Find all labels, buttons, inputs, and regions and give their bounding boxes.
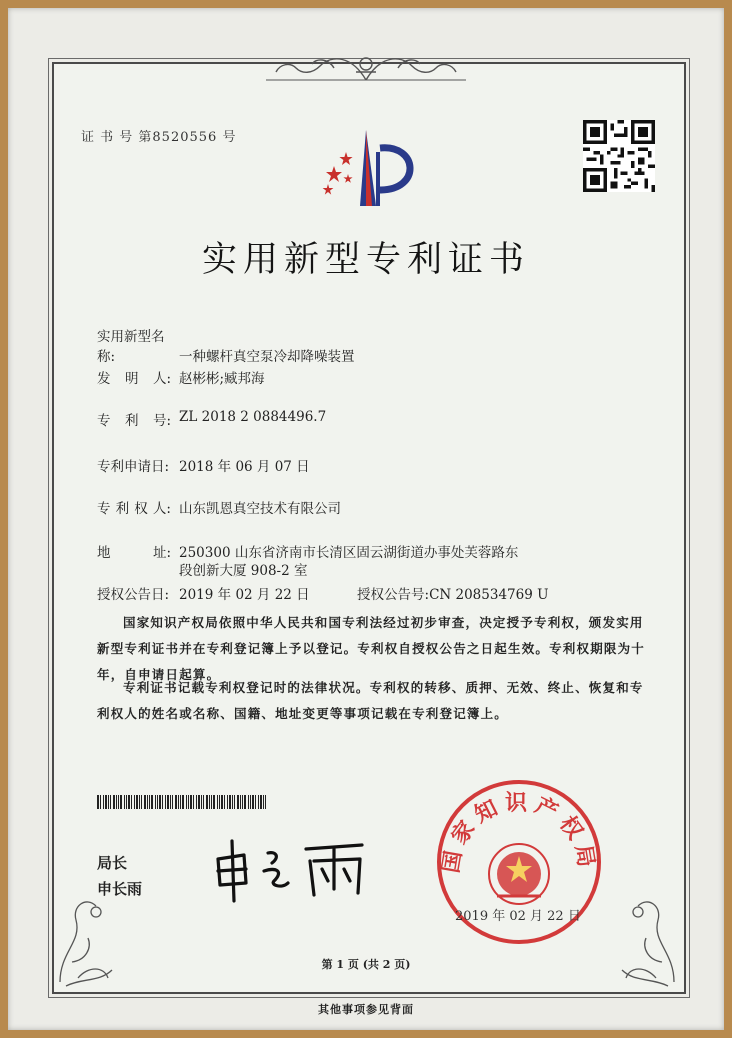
patentee-row: [97, 497, 341, 517]
address-value-line2: 段创新大厦 908-2 室: [179, 563, 308, 579]
filing-date-label: 专利申请日:: [97, 459, 170, 475]
patentee-label: [97, 497, 171, 517]
utility-model-name-value: 一种螺杆真空泵冷却降噪装置: [179, 349, 355, 365]
patent-number-label: [97, 409, 171, 429]
patentee-label-char: 人:: [152, 501, 171, 517]
certificate-number-suffix: 号: [222, 130, 237, 145]
grant-date-value: 2019 年 02 月 22 日: [179, 587, 310, 603]
address-label-char: 地: [97, 545, 111, 561]
qr-code-icon: [583, 120, 655, 192]
patent-number-label-char: 号:: [152, 413, 171, 429]
cnipa-logo-icon: [314, 126, 426, 210]
address-label: [97, 541, 171, 561]
address-value-line1: 250300 山东省济南市长清区固云湖街道办事处芙蓉路东: [179, 545, 519, 561]
address-row: [97, 541, 518, 561]
bottom-right-ornament-icon: [612, 882, 682, 992]
inventor-label-char: 明: [124, 371, 139, 387]
address-label-char: 址:: [152, 545, 171, 561]
director-name: 申长雨: [97, 880, 143, 898]
filing-date-value: 2018 年 06 月 07 日: [179, 459, 310, 475]
grant-row: [97, 583, 597, 603]
inventor-label: [97, 367, 171, 387]
grant-statement-paragraph: 国家知识产权局依照中华人民共和国专利法经过初步审查，决定授予专利权，颁发实用新型专利证书并在专利登记簿上予以登记。专利权自授权公告之日起生效。专利权期限为十年，自申请日起算。: [97, 615, 646, 682]
legal-status-paragraph: 专利证书记载专利权登记时的法律状况。专利权的转移、质押、无效、终止、恢复和专利权人的姓名或名称、国籍、地址变更等事项记载在专利登记簿上。: [97, 680, 644, 721]
seal-text: 国家知识产权局: [438, 791, 600, 875]
inventor-label-char: 人:: [152, 371, 171, 387]
seal-date: 2019 年 02 月 22 日: [455, 909, 581, 924]
patent-number-label-char: 专: [97, 413, 111, 429]
certificate-number-value: 8520556: [152, 130, 218, 145]
barcode-icon: [97, 795, 269, 809]
certificate-title: 实用新型专利证书: [201, 240, 530, 280]
inventor-row: [97, 367, 265, 387]
patentee-label-char: 专: [97, 501, 111, 517]
patentee-value: 山东凯恩真空技术有限公司: [179, 501, 341, 517]
address-row-continued: [179, 559, 308, 579]
patent-number-label-char: 利: [124, 413, 139, 429]
patent-number-value: ZL 2018 2 0884496.7: [179, 409, 327, 425]
utility-model-name-label: 实用新型名称:: [97, 329, 165, 365]
grant-number-value: CN 208534769 U: [429, 587, 549, 603]
grant-number-label: 授权公告号:: [357, 587, 430, 603]
certificate-number: [81, 126, 236, 145]
page-number: 第 1 页 (共 2 页): [321, 958, 411, 971]
patentee-label-char: 权: [134, 501, 148, 517]
utility-model-name-row: [97, 325, 355, 365]
director-title: 局长: [97, 854, 128, 872]
signature-icon: [210, 835, 380, 905]
certificate-number-label: 证 书 号 第: [81, 130, 153, 145]
filing-date-row: [97, 455, 310, 475]
inventor-value: 赵彬彬;臧邦海: [179, 371, 265, 387]
top-ornament-icon: [262, 50, 470, 88]
footer-note: 其他事项参见背面: [318, 1003, 414, 1016]
grant-date-label: 授权公告日:: [97, 587, 170, 603]
patent-number-row: [97, 409, 326, 429]
patentee-label-char: 利: [115, 501, 130, 517]
inventor-label-char: 发: [97, 371, 111, 387]
